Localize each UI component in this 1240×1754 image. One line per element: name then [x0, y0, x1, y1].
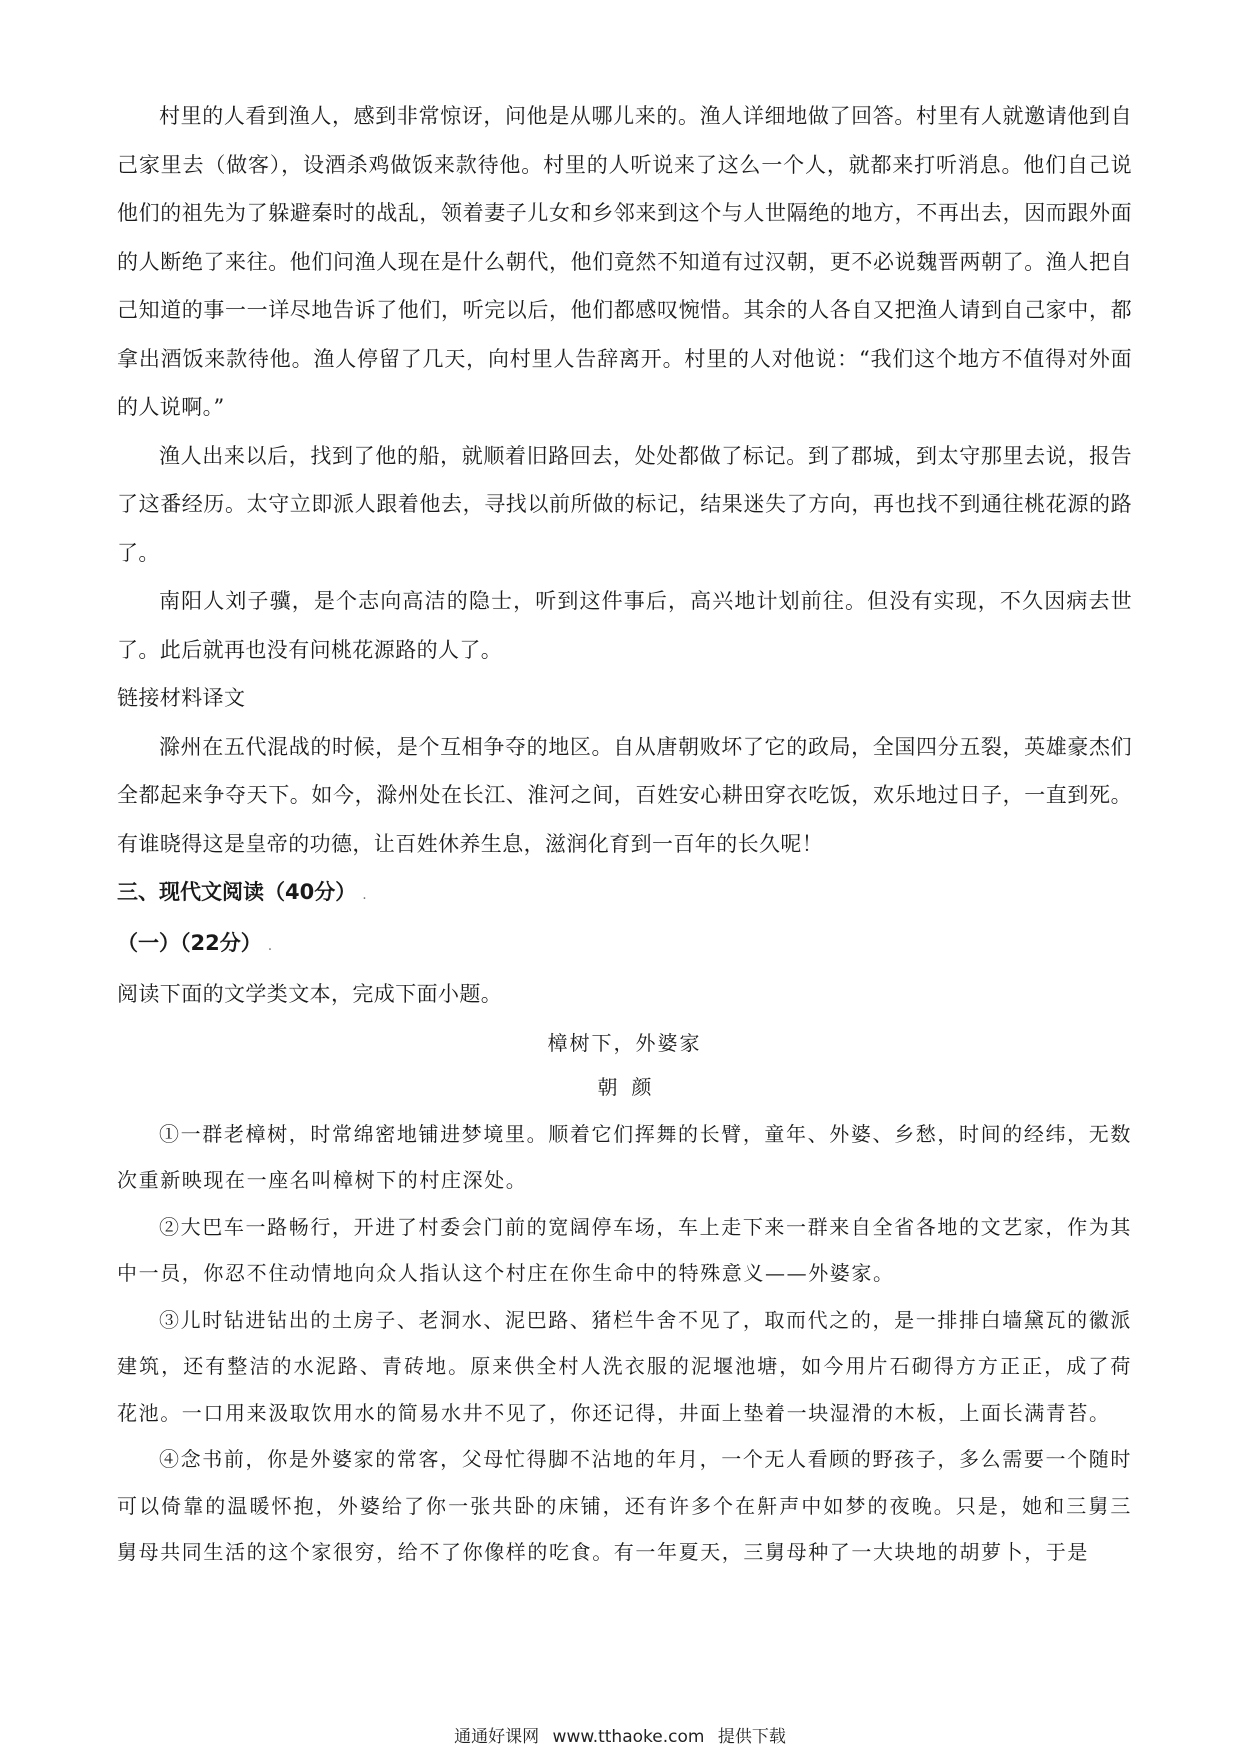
reading-instruction: 阅读下面的文学类文本，完成下面小题。 [117, 982, 503, 1006]
story-paragraph: ①一群老樟树，时常绵密地铺进梦境里。顺着它们挥舞的长臂，童年、外婆、乡愁，时间的经纬，无数次重新映现在一座名叫樟树下的村庄深处。 [117, 1121, 1132, 1192]
story-title: 樟树下，外婆家 [547, 1030, 702, 1055]
footer-url[interactable]: www.tthaoke.com [552, 1727, 705, 1747]
scan-mark: . [362, 887, 367, 903]
link-material-paragraph: 滁州在五代混战的时候，是个互相争夺的地区。自从唐朝败坏了它的政局，全国四分五裂，英雄豪杰们全都起来争夺天下。如今，滁州处在长江、淮河之间，百姓安心耕田穿衣吃饭，欢乐地过日子，一直到死。有谁晓得这是皇帝的功德，让百姓休养生息，滋润化育到一百年的长久呢！ [117, 734, 1132, 856]
story-paragraph: ②大巴车一路畅行，开进了村委会门前的宽阔停车场，车上走下来一群来自全省各地的文艺家，作为其中一员，你忍不住动情地向众人指认这个村庄在你生命中的特殊意义——外婆家。 [117, 1214, 1132, 1285]
translation-paragraph: 渔人出来以后，找到了他的船，就顺着旧路回去，处处都做了标记。到了郡城，到太守那里去说，报告了这番经历。太守立即派人跟着他去，寻找以前所做的标记，结果迷失了方向，再也找不到通往桃花源的路了。 [117, 443, 1132, 565]
sub-section-heading-text: （一）（22分） [117, 931, 262, 955]
translation-paragraph: 村里的人看到渔人，感到非常惊讶，问他是从哪儿来的。渔人详细地做了回答。村里有人就邀请他到自己家里去（做客），设酒杀鸡做饭来款待他。村里的人听说来了这么一个人，就都来打听消息。他们自己说他们的祖先为了躲避秦时的战乱，领着妻子儿女和乡邻来到这个与人世隔绝的地方，不再出去，因而跟外面的人断绝了来往。他们问渔人现在是什么朝代，他们竟然不知道有过汉朝，更不必说魏晋两朝了。渔人把自己知道的事一一详尽地告诉了他们，听完以后，他们都感叹惋惜。其余的人各自又把渔人请到自己家中，都拿出酒饭来款待他。渔人停留了几天，向村里人告辞离开。村里的人对他说：“我们这个地方不值得对外面的人说啊。” [117, 104, 1132, 419]
document-page [117, 92, 1132, 1576]
footer-site-name: 通通好课网 [454, 1727, 540, 1747]
sub-section-heading [117, 919, 1132, 970]
story-paragraph: ③儿时钻进钻出的土房子、老洞水、泥巴路、猪栏牛舍不见了，取而代之的，是一排排白墙黛瓦的徽派建筑，还有整洁的水泥路、青砖地。原来供全村人洗衣服的泥堰池塘，如今用片石砌得方方正正，成了荷花池。一口用来汲取饮用水的简易水井不见了，你还记得，井面上垫着一块湿滑的木板，上面长满青苔。 [117, 1307, 1132, 1425]
section-heading-text: 三、现代文阅读（40分） [117, 880, 357, 904]
scan-mark: . [267, 938, 273, 954]
page-footer [0, 1722, 1240, 1747]
translation-paragraph: 南阳人刘子骥，是个志向高洁的隐士，听到这件事后，高兴地计划前往。但没有实现，不久因病去世了。此后就再也没有问桃花源路的人了。 [117, 589, 1132, 662]
story-paragraph: ④念书前，你是外婆家的常客，父母忙得脚不沾地的年月，一个无人看顾的野孩子，多么需要一个随时可以倚靠的温暖怀抱，外婆给了你一张共卧的床铺，还有许多个在鼾声中如梦的夜晚。只是，她和三舅三舅母共同生活的这个家很穷，给不了你像样的吃食。有一年夏天，三舅母种了一大块地的胡萝卜，于是 [117, 1447, 1132, 1564]
footer-suffix: 提供下载 [717, 1727, 786, 1747]
story-author: 朝颜 [597, 1074, 666, 1099]
section-heading [117, 868, 1132, 919]
link-material-label: 链接材料译文 [117, 686, 246, 710]
story [117, 1019, 1132, 1576]
